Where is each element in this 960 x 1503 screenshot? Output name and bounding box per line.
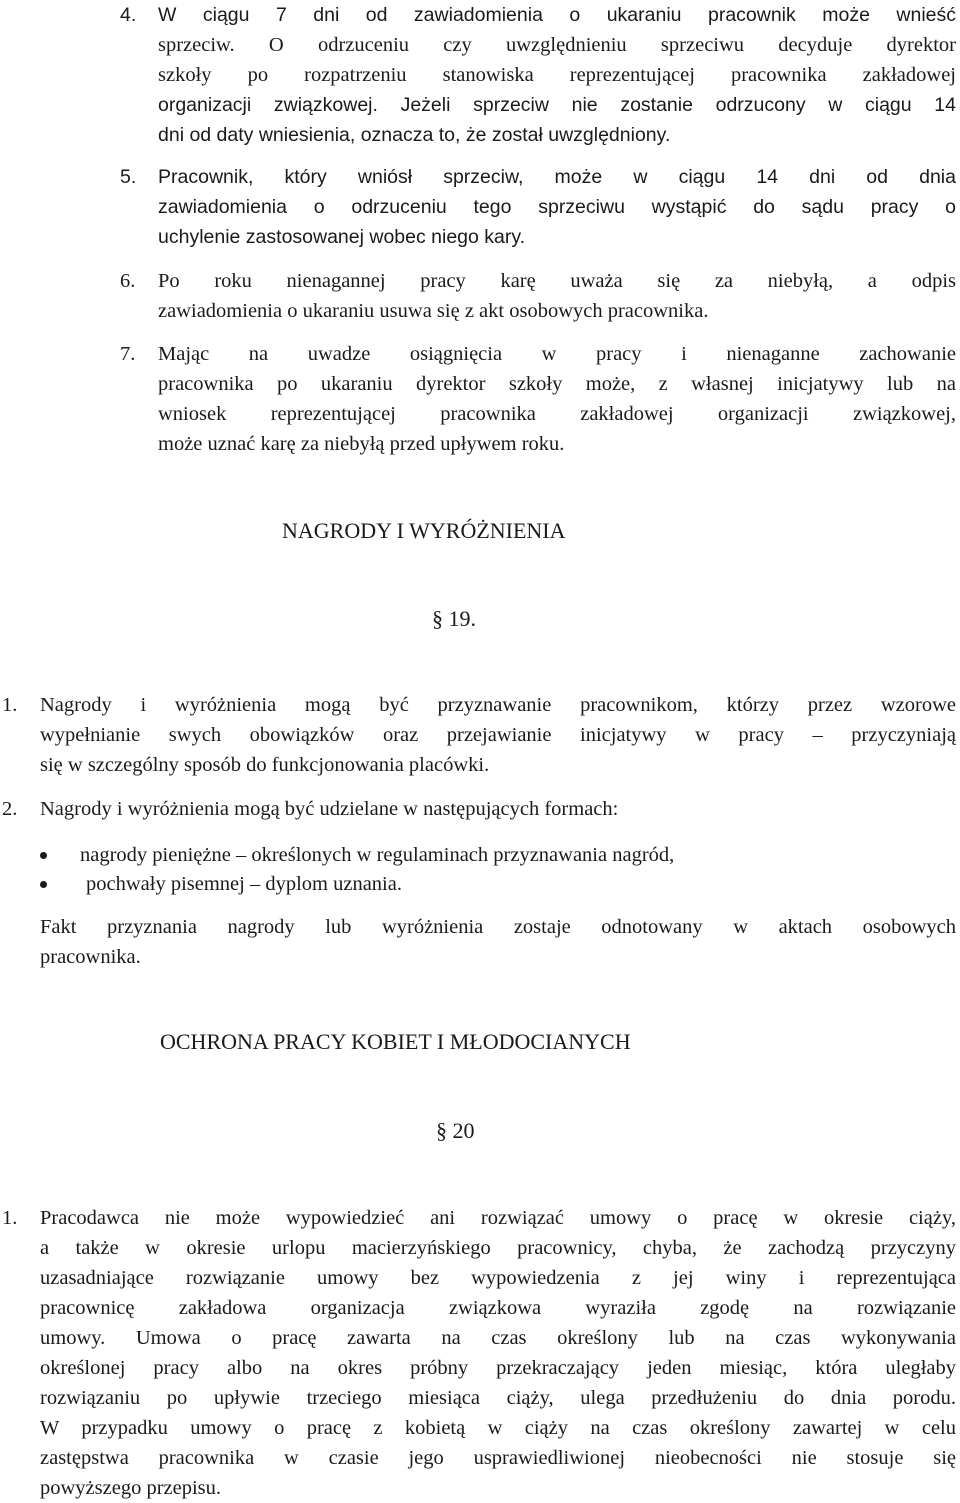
paragraph-line: uzasadniające rozwiązanie umowy bez wypowiedzenia z jej winy i reprezentująca (40, 1267, 956, 1289)
bullet-dot (40, 881, 47, 888)
paragraph-number: 4. (120, 4, 137, 26)
paragraph-line: W ciągu 7 dni od zawiadomienia o ukaraniu pracownik może wnieść (158, 4, 956, 26)
paragraph-line: się w szczególny sposób do funkcjonowania placówki. (40, 754, 490, 776)
paragraph-line: a także w okresie urlopu macierzyńskiego pracownicy, chyba, że zachodzą przyczyny (40, 1237, 956, 1259)
paragraph-number: 2. (2, 798, 18, 820)
paragraph-line: sprzeciw. O odrzuceniu czy uwzględnieniu sprzeciwu decyduje dyrektor (158, 34, 956, 56)
awards-paragraph-1 (2, 690, 956, 780)
paragraph-number: 1. (2, 1207, 18, 1229)
paragraph-line: Pracodawca nie może wypowiedzieć ani rozwiązać umowy o pracę w okresie ciąży, (40, 1207, 956, 1229)
paragraph-line: umowy. Umowa o pracę zawarta na czas określony lub na czas wykonywania (40, 1327, 956, 1349)
paragraph-4 (120, 0, 956, 150)
paragraph-line: Nagrody i wyróżnienia mogą być przyznawanie pracownikom, którzy przez wzorowe (40, 694, 956, 716)
section-heading-awards: NAGRODY I WYRÓŻNIENIA (282, 518, 566, 543)
awards-fact-paragraph (40, 912, 956, 972)
bullet-text: nagrody pieniężne – określonych w regulaminach przyznawania nagród, (80, 844, 675, 866)
paragraph-line: Po roku nienagannej pracy karę uważa się za niebyłą, a odpis (158, 270, 956, 292)
paragraph-line: Fakt przyznania nagrody lub wyróżnienia zostaje odnotowany w aktach osobowych (40, 916, 956, 938)
paragraph-number: 6. (120, 270, 136, 292)
section-heading-protection: OCHRONA PRACY KOBIET I MŁODOCIANYCH (160, 1029, 631, 1054)
paragraph-line: Pracownik, który wniósł sprzeciw, może w ciągu 14 dni od dnia (158, 166, 956, 188)
section-number-20: § 20 (436, 1118, 475, 1143)
paragraph-line: zastępstwa pracownika w czasie jego usprawiedliwionej nieobecności nie stosuje się (40, 1447, 956, 1469)
paragraph-line: pracownika. (40, 946, 141, 968)
paragraph-line: zawiadomienia o ukaraniu usuwa się z akt osobowych pracownika. (158, 300, 709, 322)
paragraph-line: może uznać karę za niebyłą przed upływem roku. (158, 433, 565, 455)
section-number-19: § 19. (432, 606, 476, 631)
paragraph-line: pracownika po ukaraniu dyrektor szkoły może, z własnej inicjatywy lub na (158, 373, 956, 395)
paragraph-line: Mając na uwadze osiągnięcia w pracy i nienaganne zachowanie (158, 343, 956, 365)
paragraph-line: szkoły po rozpatrzeniu stanowiska reprezentującej pracownika zakładowej (158, 64, 956, 86)
paragraph-line: pracownicę zakładowa organizacja związkowa wyraziła zgodę na rozwiązanie (40, 1297, 956, 1319)
paragraph-line: powyższego przepisu. (40, 1477, 222, 1499)
paragraph-line: określonej pracy albo na okres próbny przekraczający jeden miesiąc, która uległaby (40, 1357, 956, 1379)
paragraph-line: organizacji związkowej. Jeżeli sprzeciw nie zostanie odrzucony w ciągu 14 (158, 94, 956, 116)
bullet-text: pochwały pisemnej – dyplom uznania. (86, 873, 402, 895)
paragraph-7 (120, 339, 956, 459)
paragraph-line: wypełnianie swych obowiązków oraz przejawianie inicjatywy w pracy – przyczyniają (40, 724, 956, 746)
paragraph-line: rozwiązaniu po upływie trzeciego miesiąca ciąży, ulega przedłużeniu do dnia porodu. (40, 1387, 956, 1409)
bullet-dot (40, 852, 47, 859)
paragraph-line: W przypadku umowy o pracę z kobietą w ciąży na czas określony zawartej w celu (40, 1417, 956, 1439)
paragraph-line: zawiadomienia o odrzuceniu tego sprzeciwu wystąpić do sądu pracy o (158, 196, 956, 218)
protection-paragraph-1 (2, 1203, 956, 1503)
paragraph-6 (120, 266, 956, 326)
paragraph-number: 7. (120, 343, 136, 365)
awards-paragraph-2 (2, 794, 956, 824)
paragraph-5 (120, 162, 956, 252)
paragraph-line: dni od daty wniesienia, oznacza to, że został uwzględniony. (158, 124, 671, 146)
paragraph-line: Nagrody i wyróżnienia mogą być udzielane w następujących formach: (40, 798, 619, 820)
paragraph-number: 1. (2, 694, 18, 716)
paragraph-number: 5. (120, 166, 137, 188)
paragraph-line: uchylenie zastosowanej wobec niego kary. (158, 226, 526, 248)
paragraph-line: wniosek reprezentującej pracownika zakładowej organizacji związkowej, (158, 403, 956, 425)
